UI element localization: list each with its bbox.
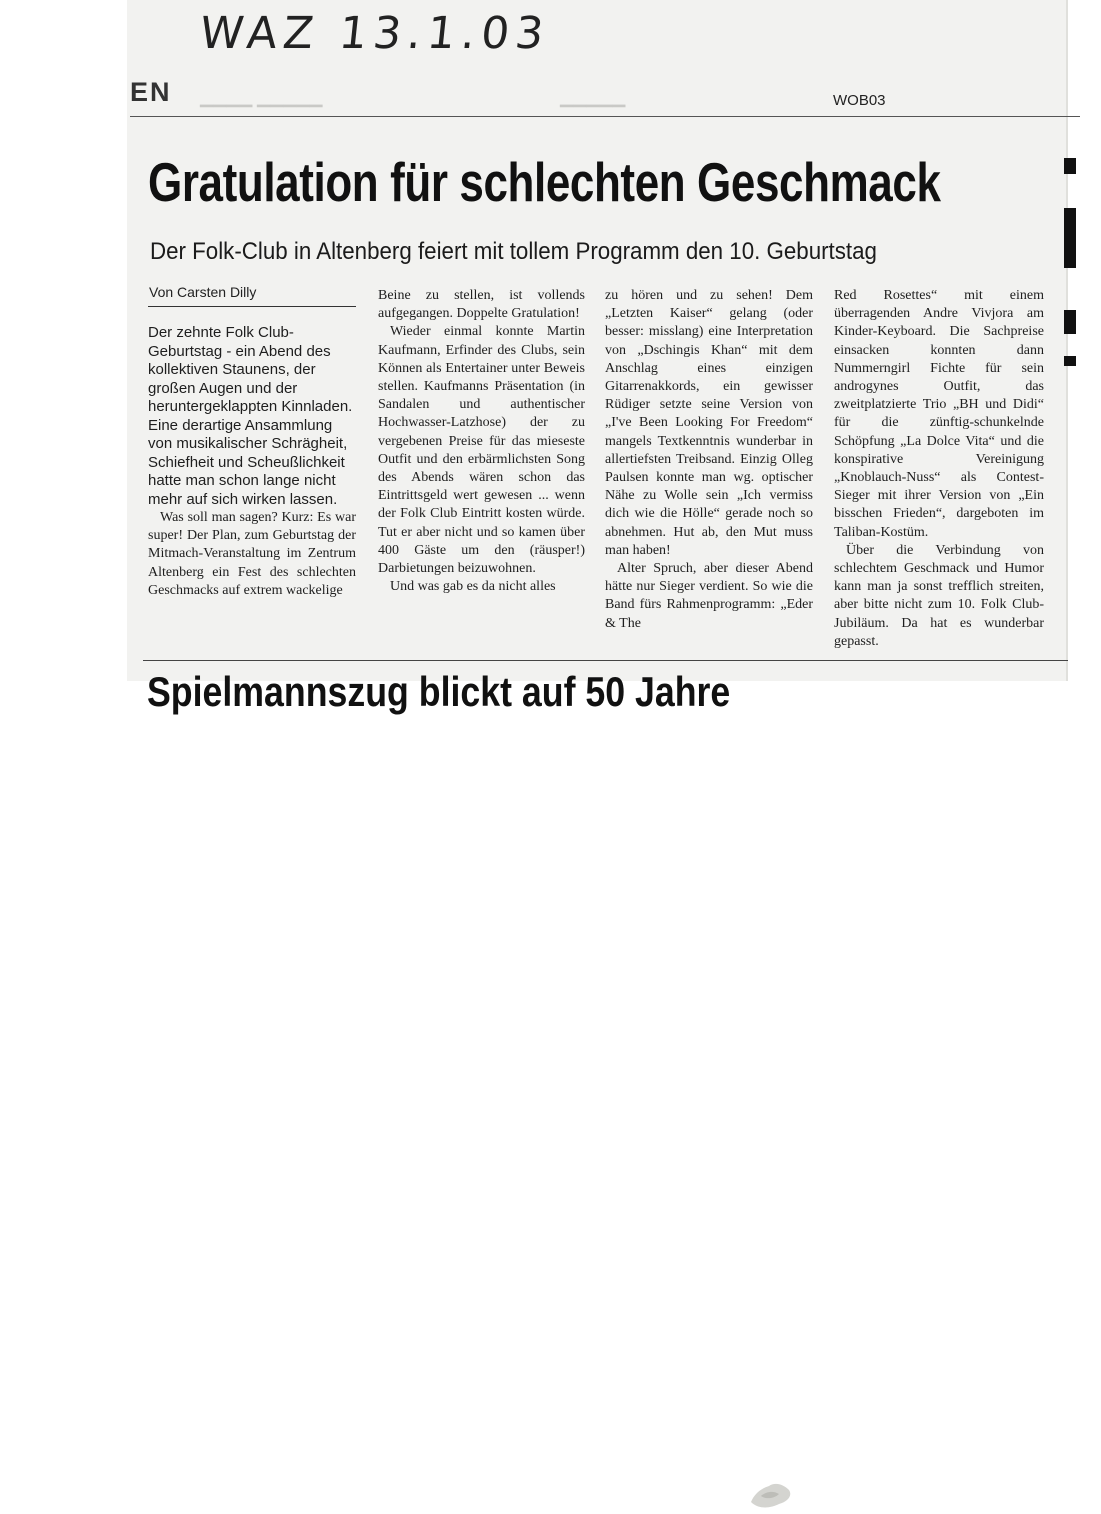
column-3 [605,287,813,633]
article-headline: Gratulation für schlechten Geschmack [148,151,941,213]
header-rule [130,116,1080,117]
section-tag: EN [130,77,172,107]
handwritten-note: WAZ 13.1.03 [197,8,552,59]
body-paragraph: Wieder einmal konnte Martin Kaufmann, Erfinder des Clubs, sein Können als Entertainer unter Beweis stellen. Kaufmanns Präsentation (in Sandalen und authentischer Hochwasser-Latzhose) der zu vergebenen Preise für das mieseste Outfit und den erbärmlichsten Song des Abends wären schon das Eintrittsgeld wert gewesen ... wenn der Folk Club Eintritt kosten würde. Tut er aber nicht und so kamen über 400 Gäste um den (räusper!) Darbietungen beizuwohnen. [378,324,585,577]
column-1 [148,324,356,600]
body-paragraph: Was soll man sagen? Kurz: Es war super! Der Plan, zum Geburtstag der Mitmach-Veranstaltung im Zentrum Altenberg ein Fest des schlechten Geschmacks auf extrem wackelige [148,510,356,598]
next-article-headline [147,667,1062,715]
byline: Von Carsten Dilly [149,284,257,300]
faint-header-mark: ▁▁▁▁▁ [560,88,626,107]
faint-header-mark: ▁▁▁▁ ▁▁▁▁▁ [200,88,323,107]
body-paragraph: Und was gab es da nicht alles [390,579,556,595]
column-2 [378,287,585,596]
body-paragraph: Alter Spruch, aber dieser Abend hätte nur Sieger verdient. So wie die Band fürs Rahmenprogramm: „Eder & The [605,561,813,631]
body-paragraph: Red Rosettes“ mit einem überragenden Andre Vivjora am Kinder-Keyboard. Die Sachpreise einsacken konnten dann Nummerngirl Fichte für sein androgynes Outfit, das zweitplatzierte Trio „BH und Didi“ für die zünftig-schunkelnde Schöpfung „La Dolce Vita“ und die konspirative Vereinigung „Knoblauch-Nuss“ als Contest-Sieger mit ihrer Version von „Ein bisschen Frieden“, dargeboten im Taliban-Kostüm. [834,288,1044,540]
lead-paragraph: Der zehnte Folk Club-Geburtstag - ein Abend des kollektiven Staunens, der großen Augen und der heruntergeklappten Kinnladen. Eine derartige Ansammlung von musikalischer Schrägheit, Schiefheit und Scheußlichkeit hatte man schon lange nicht mehr auf sich wirken lassen. [148,324,353,508]
body-paragraph: zu hören und zu sehen! Dem „Letzten Kaiser“ gelang (oder besser: misslang) eine Interpretation von „Dschingis Khan“ mit dem Anschlag eines einzigen Gitarrenakkords, ein gewisser Rüdiger setzte seine Version von „I've Been Looking For Freedom“ mangels Textkenntnis wunderbar in allertiefsten Treibsand. Einzig Olleg Paulsen konnte man wg. optischer Nähe zu Wolle sein „Ich vermiss dich wie die Hölle“ gerade noch so abnehmen. Hut ab, den Mut muss man haben! [605,288,813,558]
adjacent-column-edge [1064,150,1078,410]
body-paragraph: Beine zu stellen, ist vollends aufgegangen. Doppelte Gratulation! [378,288,585,322]
scan-smudge [745,1478,797,1512]
body-paragraph: Über die Verbindung von schlechtem Geschmack und Humor kann man ja sonst trefflich streiten, aber bitte nicht zum 10. Folk Club-Jubiläum. Da hat es wunderbar gepasst. [834,542,1044,649]
next-headline-text: Spielmannszug blickt auf 50 Jahre [147,668,731,715]
article-bottom-rule [143,660,1068,661]
column-4 [834,287,1044,651]
byline-rule [148,306,356,307]
page-code: WOB03 [833,92,886,109]
article-subheadline: Der Folk-Club in Altenberg feiert mit tollem Programm den 10. Geburtstag [150,238,877,265]
